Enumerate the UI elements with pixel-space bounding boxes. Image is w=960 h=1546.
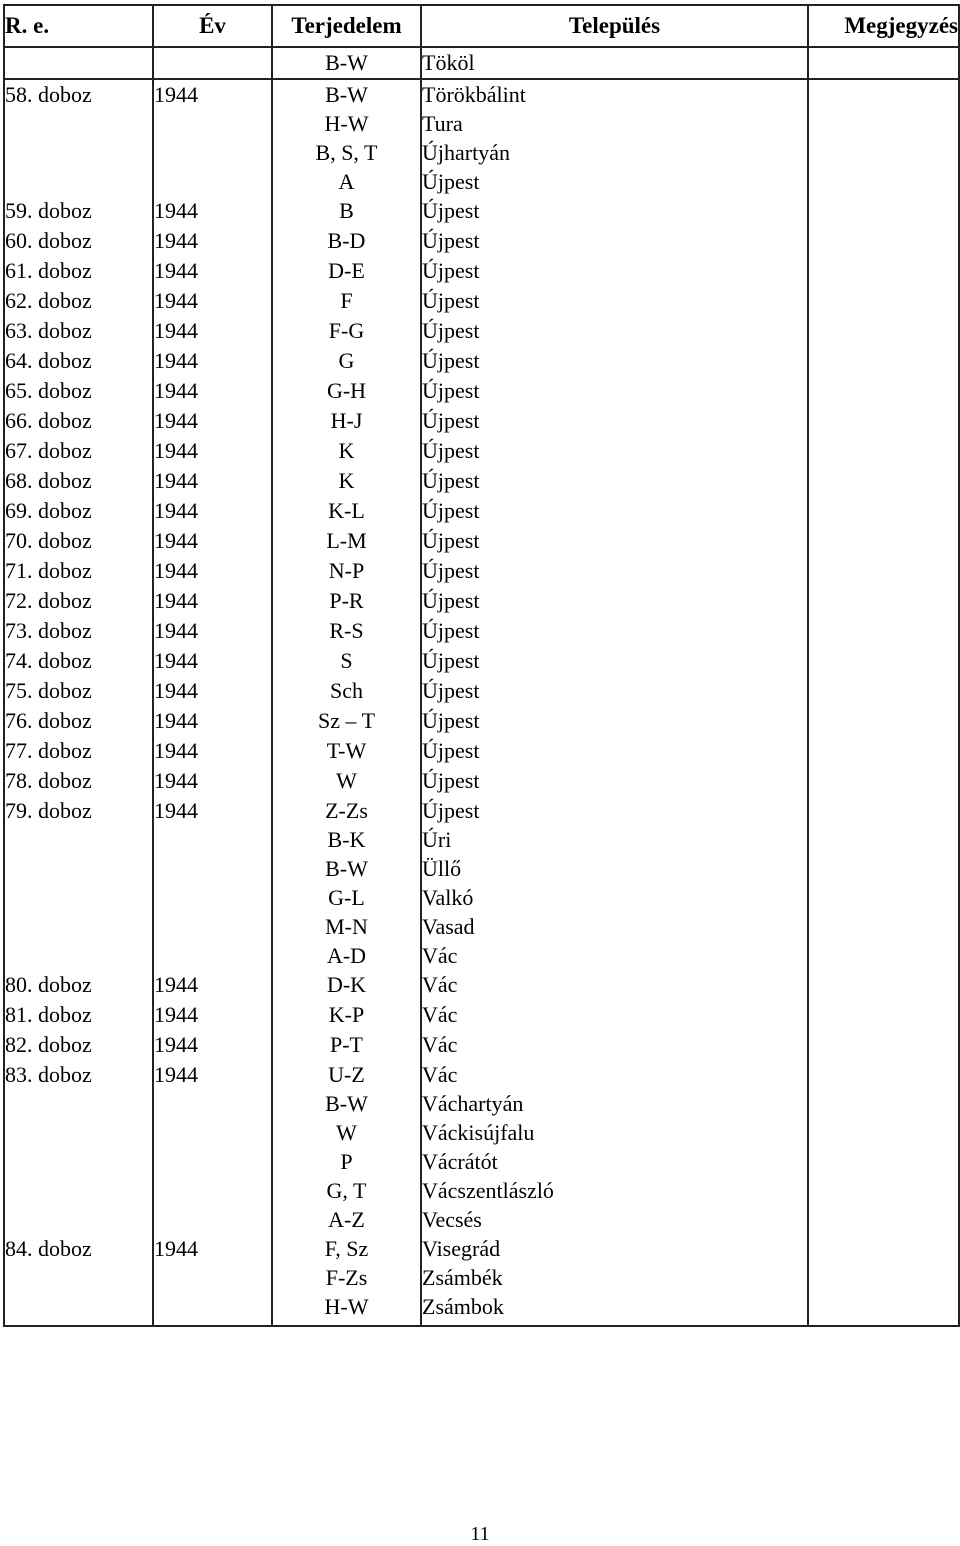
record-unit-cell: 73. doboz	[4, 616, 153, 646]
extent-cell	[272, 496, 421, 526]
note-cell	[808, 79, 959, 196]
extent-cell	[272, 796, 421, 970]
extent-line: L-M	[326, 528, 367, 553]
note-cell	[808, 47, 959, 79]
extent-line: Sch	[330, 678, 363, 703]
year-cell: 1944	[153, 1000, 272, 1030]
settlement-line: Vácrátót	[422, 1149, 498, 1174]
settlement-line: Újhartyán	[422, 140, 510, 165]
extent-line: B-K	[327, 827, 366, 852]
table-row	[4, 736, 959, 766]
table-row	[4, 47, 959, 79]
year-cell: 1944	[153, 796, 272, 970]
extent-line: K	[338, 468, 355, 493]
settlement-cell	[421, 466, 808, 496]
note-cell	[808, 796, 959, 970]
note-cell	[808, 970, 959, 1000]
settlement-cell	[421, 436, 808, 466]
table-row	[4, 556, 959, 586]
settlement-cell	[421, 47, 808, 79]
note-cell	[808, 646, 959, 676]
extent-line: B-W	[325, 50, 368, 75]
settlement-line: Újpest	[422, 198, 480, 223]
extent-line: M-N	[325, 914, 368, 939]
extent-line: N-P	[328, 558, 365, 583]
settlement-line: Újpest	[422, 798, 480, 823]
year-cell: 1944	[153, 316, 272, 346]
extent-line: F, Sz	[324, 1236, 369, 1261]
extent-line: D-K	[326, 972, 367, 997]
record-unit-cell: 62. doboz	[4, 286, 153, 316]
record-unit-cell: 80. doboz	[4, 970, 153, 1000]
table-row	[4, 286, 959, 316]
header-extent: Terjedelem	[272, 5, 421, 47]
settlement-cell	[421, 676, 808, 706]
table-row	[4, 970, 959, 1000]
settlement-line: Újpest	[422, 288, 480, 313]
settlement-line: Újpest	[422, 768, 480, 793]
extent-line: A	[338, 169, 355, 194]
settlement-cell	[421, 1030, 808, 1060]
extent-cell	[272, 346, 421, 376]
record-unit-cell: 77. doboz	[4, 736, 153, 766]
extent-cell	[272, 1000, 421, 1030]
record-unit-cell	[4, 47, 153, 79]
settlement-line: Újpest	[422, 678, 480, 703]
settlement-cell	[421, 376, 808, 406]
table-row	[4, 1234, 959, 1326]
extent-line: F-G	[328, 318, 365, 343]
table-row	[4, 526, 959, 556]
note-cell	[808, 526, 959, 556]
year-cell: 1944	[153, 736, 272, 766]
year-cell	[153, 47, 272, 79]
year-cell: 1944	[153, 1234, 272, 1326]
table-row	[4, 706, 959, 736]
table-row	[4, 1060, 959, 1234]
settlement-line: Újpest	[422, 708, 480, 733]
extent-line: P-T	[330, 1032, 363, 1057]
settlement-cell	[421, 256, 808, 286]
table-row	[4, 436, 959, 466]
table-row	[4, 376, 959, 406]
extent-line: G, T	[326, 1178, 367, 1203]
table-row	[4, 766, 959, 796]
settlement-cell	[421, 766, 808, 796]
extent-line: S	[340, 648, 353, 673]
settlement-cell	[421, 226, 808, 256]
extent-cell	[272, 286, 421, 316]
extent-line: D-E	[328, 258, 365, 283]
year-cell: 1944	[153, 676, 272, 706]
settlement-cell	[421, 586, 808, 616]
settlement-line: Újpest	[422, 648, 480, 673]
settlement-cell	[421, 1060, 808, 1234]
table-row	[4, 346, 959, 376]
settlement-line: Vácszentlászló	[422, 1178, 554, 1203]
settlement-line: Zsámbék	[422, 1265, 503, 1290]
note-cell	[808, 496, 959, 526]
record-unit-cell: 81. doboz	[4, 1000, 153, 1030]
settlement-line: Vác	[422, 1002, 458, 1027]
settlement-line: Úri	[422, 827, 452, 852]
settlement-cell	[421, 616, 808, 646]
record-unit-cell: 67. doboz	[4, 436, 153, 466]
table-row	[4, 646, 959, 676]
extent-line: B-W	[325, 1091, 368, 1116]
table-row	[4, 496, 959, 526]
extent-cell	[272, 1030, 421, 1060]
extent-line: G	[338, 348, 355, 373]
extent-line: Sz – T	[317, 708, 376, 733]
note-cell	[808, 1060, 959, 1234]
settlement-line: Visegrád	[422, 1236, 501, 1261]
extent-cell	[272, 676, 421, 706]
year-cell: 1944	[153, 436, 272, 466]
note-cell	[808, 766, 959, 796]
note-cell	[808, 406, 959, 436]
extent-line: B-W	[325, 82, 368, 107]
note-cell	[808, 346, 959, 376]
settlement-line: Vác	[422, 972, 458, 997]
record-unit-cell: 58. doboz	[4, 79, 153, 196]
settlement-cell	[421, 346, 808, 376]
record-unit-cell: 78. doboz	[4, 766, 153, 796]
extent-line: B	[339, 198, 354, 223]
year-cell: 1944	[153, 706, 272, 736]
note-cell	[808, 616, 959, 646]
extent-line: F	[340, 288, 353, 313]
note-cell	[808, 196, 959, 226]
note-cell	[808, 706, 959, 736]
record-unit-cell: 84. doboz	[4, 1234, 153, 1326]
extent-line: T-W	[326, 738, 367, 763]
record-unit-cell: 71. doboz	[4, 556, 153, 586]
record-unit-cell: 76. doboz	[4, 706, 153, 736]
table-row	[4, 226, 959, 256]
header-record-unit: R. e.	[4, 5, 153, 47]
record-unit-cell: 59. doboz	[4, 196, 153, 226]
extent-line: A-Z	[328, 1207, 365, 1232]
settlement-cell	[421, 526, 808, 556]
table-row	[4, 256, 959, 286]
note-cell	[808, 676, 959, 706]
extent-line: U-Z	[328, 1062, 365, 1087]
settlement-line: Újpest	[422, 318, 480, 343]
record-unit-cell: 66. doboz	[4, 406, 153, 436]
settlement-line: Újpest	[422, 258, 480, 283]
extent-line: H-J	[330, 408, 363, 433]
settlement-cell	[421, 646, 808, 676]
extent-cell	[272, 376, 421, 406]
note-cell	[808, 286, 959, 316]
extent-line: Z-Zs	[325, 798, 368, 823]
settlement-line: Zsámbok	[422, 1294, 504, 1319]
record-unit-cell: 75. doboz	[4, 676, 153, 706]
settlement-line: Újpest	[422, 408, 480, 433]
settlement-line: Újpest	[422, 618, 480, 643]
record-unit-cell: 60. doboz	[4, 226, 153, 256]
extent-cell	[272, 436, 421, 466]
extent-line: P-R	[329, 588, 364, 613]
table-header-row	[4, 5, 959, 47]
year-cell: 1944	[153, 466, 272, 496]
year-cell: 1944	[153, 256, 272, 286]
table-row	[4, 1000, 959, 1030]
settlement-line: Újpest	[422, 468, 480, 493]
note-cell	[808, 466, 959, 496]
settlement-cell	[421, 496, 808, 526]
settlement-cell	[421, 970, 808, 1000]
settlement-cell	[421, 1000, 808, 1030]
settlement-line: Újpest	[422, 438, 480, 463]
note-cell	[808, 1000, 959, 1030]
settlement-line: Vasad	[422, 914, 475, 939]
extent-cell	[272, 226, 421, 256]
settlement-line: Újpest	[422, 169, 480, 194]
settlement-cell	[421, 196, 808, 226]
year-cell: 1944	[153, 226, 272, 256]
record-unit-cell: 69. doboz	[4, 496, 153, 526]
settlement-line: Újpest	[422, 738, 480, 763]
year-cell: 1944	[153, 970, 272, 1000]
settlement-cell	[421, 736, 808, 766]
year-cell: 1944	[153, 376, 272, 406]
record-unit-cell: 72. doboz	[4, 586, 153, 616]
settlement-line: Tököl	[422, 50, 475, 75]
extent-line: W	[336, 1120, 357, 1145]
settlement-line: Váchartyán	[422, 1091, 524, 1116]
note-cell	[808, 256, 959, 286]
year-cell: 1944	[153, 586, 272, 616]
table-body	[4, 47, 959, 1326]
settlement-cell	[421, 706, 808, 736]
extent-line: K	[338, 438, 355, 463]
settlement-cell	[421, 406, 808, 436]
extent-cell	[272, 406, 421, 436]
extent-cell	[272, 646, 421, 676]
note-cell	[808, 436, 959, 466]
table-row	[4, 196, 959, 226]
table-row	[4, 406, 959, 436]
extent-cell	[272, 47, 421, 79]
extent-cell	[272, 556, 421, 586]
header-note: Megjegyzés	[808, 5, 959, 47]
settlement-line: Tura	[422, 111, 463, 136]
settlement-cell	[421, 1234, 808, 1326]
table-row	[4, 616, 959, 646]
extent-cell	[272, 526, 421, 556]
year-cell: 1944	[153, 196, 272, 226]
extent-line: F-Zs	[325, 1265, 368, 1290]
note-cell	[808, 586, 959, 616]
settlement-line: Vác	[422, 1032, 458, 1057]
extent-line: H-W	[324, 111, 369, 136]
record-unit-cell: 61. doboz	[4, 256, 153, 286]
table-row	[4, 1030, 959, 1060]
extent-cell	[272, 316, 421, 346]
record-unit-cell: 64. doboz	[4, 346, 153, 376]
extent-line: B, S, T	[315, 140, 378, 165]
table-row	[4, 466, 959, 496]
settlement-line: Újpest	[422, 558, 480, 583]
year-cell: 1944	[153, 1060, 272, 1234]
note-cell	[808, 376, 959, 406]
settlement-cell	[421, 556, 808, 586]
settlement-line: Üllő	[422, 856, 462, 881]
extent-cell	[272, 706, 421, 736]
year-cell: 1944	[153, 766, 272, 796]
extent-cell	[272, 586, 421, 616]
record-unit-cell: 63. doboz	[4, 316, 153, 346]
extent-cell	[272, 1234, 421, 1326]
table-row	[4, 586, 959, 616]
extent-line: P	[340, 1149, 353, 1174]
settlement-line: Törökbálint	[422, 82, 526, 107]
settlement-line: Újpest	[422, 528, 480, 553]
settlement-line: Valkó	[422, 885, 474, 910]
extent-line: B-D	[327, 228, 366, 253]
record-unit-cell: 74. doboz	[4, 646, 153, 676]
note-cell	[808, 1234, 959, 1326]
extent-cell	[272, 616, 421, 646]
extent-cell	[272, 256, 421, 286]
header-settlement: Település	[421, 5, 808, 47]
settlement-cell	[421, 286, 808, 316]
year-cell: 1944	[153, 286, 272, 316]
extent-line: K-L	[328, 498, 365, 523]
extent-line: R-S	[329, 618, 364, 643]
record-unit-cell: 70. doboz	[4, 526, 153, 556]
record-unit-cell: 79. doboz	[4, 796, 153, 970]
record-unit-cell: 68. doboz	[4, 466, 153, 496]
extent-cell	[272, 1060, 421, 1234]
extent-line: W	[336, 768, 357, 793]
year-cell: 1944	[153, 616, 272, 646]
extent-line: G-H	[326, 378, 367, 403]
note-cell	[808, 736, 959, 766]
extent-cell	[272, 466, 421, 496]
extent-cell	[272, 79, 421, 196]
extent-line: G-L	[328, 885, 365, 910]
year-cell: 1944	[153, 1030, 272, 1060]
extent-line: K-P	[328, 1002, 365, 1027]
table-row	[4, 676, 959, 706]
note-cell	[808, 226, 959, 256]
settlement-cell	[421, 316, 808, 346]
header-year: Év	[153, 5, 272, 47]
year-cell: 1944	[153, 556, 272, 586]
note-cell	[808, 556, 959, 586]
archive-inventory-table	[3, 4, 960, 1327]
extent-line: A-D	[326, 943, 367, 968]
settlement-line: Vecsés	[422, 1207, 482, 1232]
settlement-line: Újpest	[422, 228, 480, 253]
settlement-line: Váckisújfalu	[422, 1120, 535, 1145]
extent-cell	[272, 736, 421, 766]
extent-cell	[272, 970, 421, 1000]
table-row	[4, 316, 959, 346]
year-cell: 1944	[153, 646, 272, 676]
extent-line: B-W	[325, 856, 368, 881]
extent-line: H-W	[324, 1294, 369, 1319]
year-cell: 1944	[153, 79, 272, 196]
settlement-line: Vác	[422, 943, 458, 968]
table-row	[4, 796, 959, 970]
settlement-cell	[421, 79, 808, 196]
settlement-line: Újpest	[422, 348, 480, 373]
extent-cell	[272, 196, 421, 226]
year-cell: 1944	[153, 496, 272, 526]
year-cell: 1944	[153, 346, 272, 376]
extent-cell	[272, 766, 421, 796]
settlement-line: Újpest	[422, 378, 480, 403]
table-row	[4, 79, 959, 196]
record-unit-cell: 65. doboz	[4, 376, 153, 406]
note-cell	[808, 316, 959, 346]
settlement-line: Újpest	[422, 588, 480, 613]
page-number: 11	[470, 1523, 490, 1545]
settlement-line: Vác	[422, 1062, 458, 1087]
record-unit-cell: 82. doboz	[4, 1030, 153, 1060]
year-cell: 1944	[153, 526, 272, 556]
settlement-line: Újpest	[422, 498, 480, 523]
settlement-cell	[421, 796, 808, 970]
year-cell: 1944	[153, 406, 272, 436]
record-unit-cell: 83. doboz	[4, 1060, 153, 1234]
note-cell	[808, 1030, 959, 1060]
